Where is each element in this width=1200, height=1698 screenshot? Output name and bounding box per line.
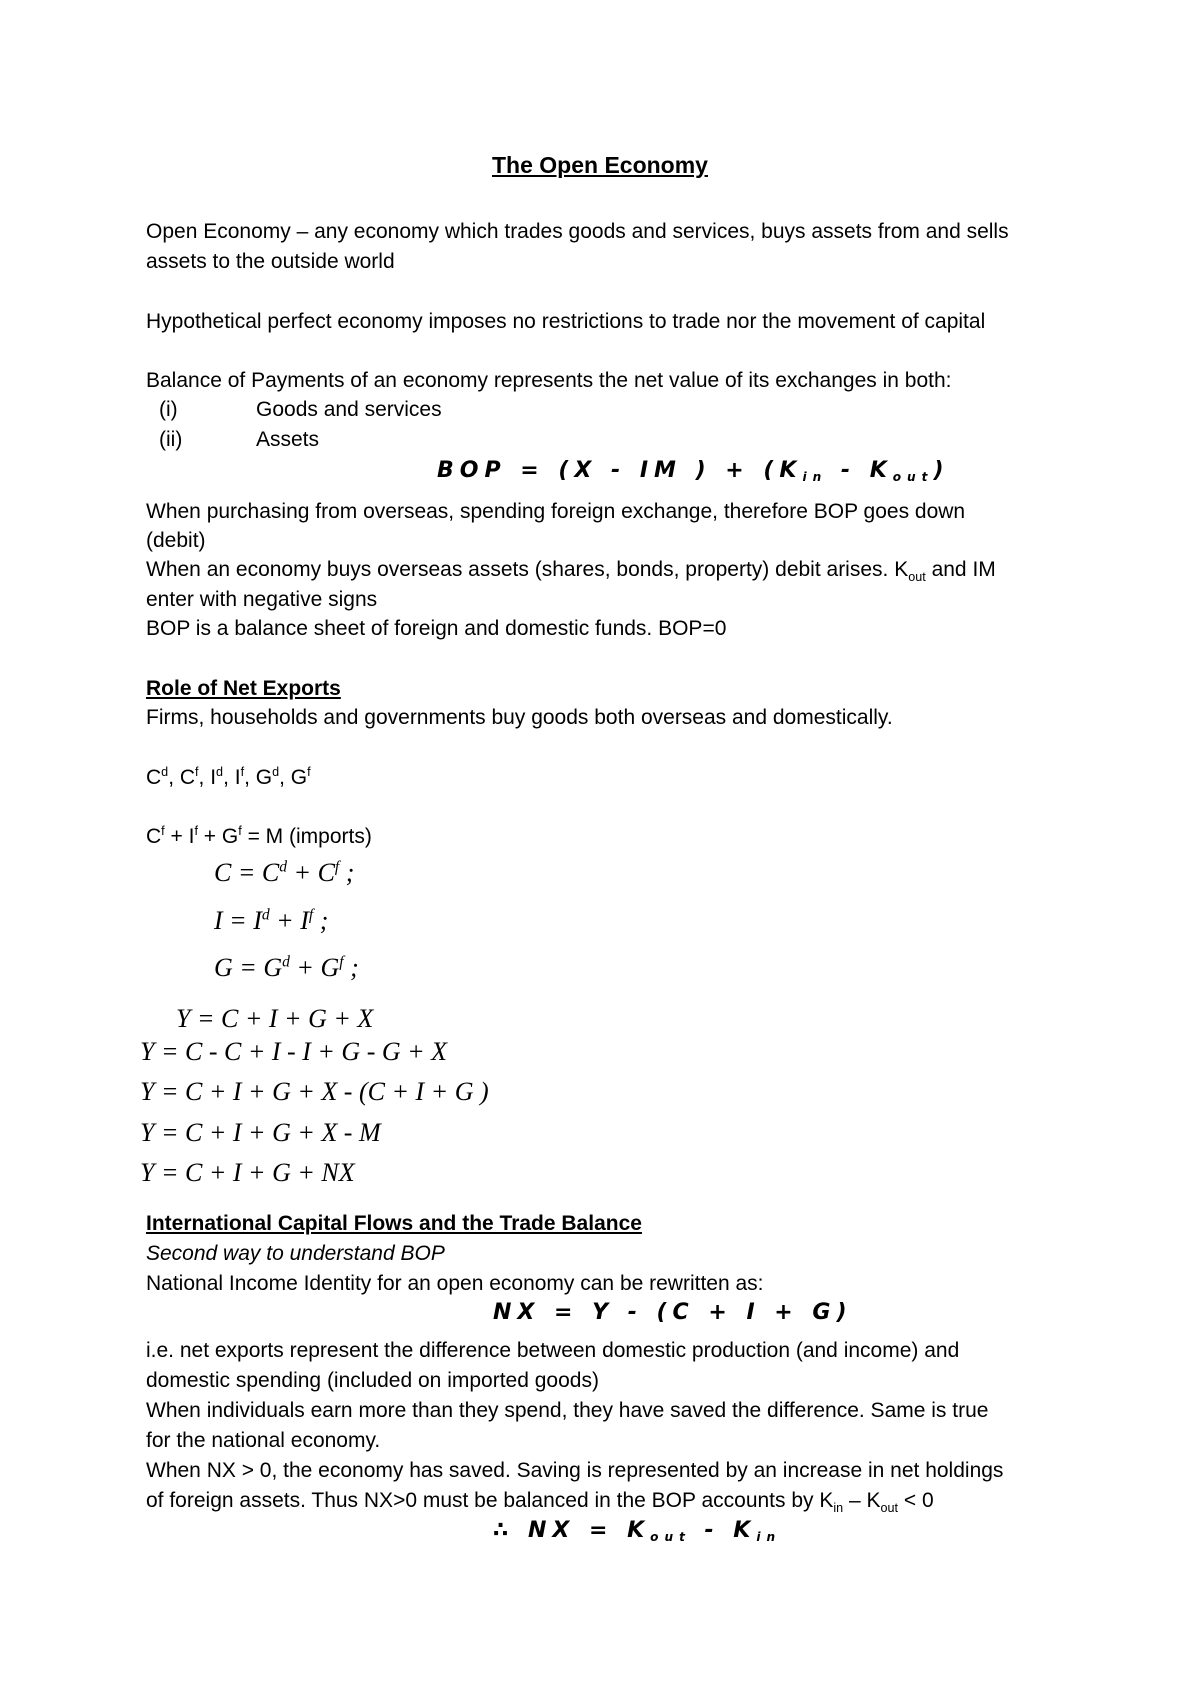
income-equation-imports: Y = C + I + G + X - M bbox=[140, 1118, 381, 1147]
spending-components-list: $C^d$, $C^f$, $I^d$, $I^f$, $G^d$, $G^f$ bbox=[146, 765, 311, 789]
consumption-equation: $C = C^d + C^f$ ; bbox=[214, 858, 355, 887]
bop-note-line-3: When an economy buys overseas assets (shares, bonds, property) debit arises. $K_{out}$ and IM bbox=[146, 558, 996, 585]
capital-flows-line-5: for the national economy. bbox=[146, 1429, 381, 1452]
capital-flows-line-1: National Income Identity for an open economy can be rewritten as: bbox=[146, 1272, 764, 1295]
list-item-1-text: Goods and services bbox=[256, 398, 442, 421]
list-item-1-number: (i) bbox=[159, 398, 178, 421]
capital-flows-line-2: i.e. net exports represent the difference between domestic production (and income) and bbox=[146, 1339, 960, 1362]
final-nx-equation: ∴ NX = Kout - Kin bbox=[493, 1518, 782, 1545]
capital-flows-line-6: When NX > 0, the economy has saved. Saving is represented by an increase in net holdings bbox=[146, 1459, 1004, 1482]
investment-equation: $I = I^d + I^f$ ; bbox=[214, 906, 329, 935]
bop-note-line-1: When purchasing from overseas, spending foreign exchange, therefore BOP goes down bbox=[146, 500, 966, 523]
bop-note-line-2: (debit) bbox=[146, 529, 206, 552]
list-item-2-number: (ii) bbox=[159, 428, 183, 451]
net-exports-text: Firms, households and governments buy goods both overseas and domestically. bbox=[146, 706, 893, 729]
capital-flows-line-7: of foreign assets. Thus NX>0 must be balanced in the BOP accounts by $K_{in} - K_{out} < 0$ bbox=[146, 1489, 934, 1516]
bop-equation: BOP = (X - IM ) + (Kin - Kout) bbox=[437, 458, 950, 485]
bop-definition-line: Balance of Payments of an economy represents the net value of its exchanges in both: bbox=[146, 369, 952, 392]
bop-note-line-5: BOP is a balance sheet of foreign and domestic funds. BOP=0 bbox=[146, 617, 727, 640]
net-exports-heading: Role of Net Exports bbox=[146, 677, 341, 700]
bop-note-line-4: enter with negative signs bbox=[146, 588, 378, 611]
list-item-2-text: Assets bbox=[256, 428, 320, 451]
open-economy-definition-line-2: assets to the outside world bbox=[146, 250, 395, 273]
capital-flows-heading: International Capital Flows and the Trade Balance bbox=[146, 1212, 642, 1235]
page-title: The Open Economy bbox=[492, 152, 708, 178]
income-equation-domestic: Y = C + I + G + X bbox=[176, 1004, 374, 1033]
nx-equation: NX = Y - (C + I + G) bbox=[493, 1300, 853, 1325]
income-equation-grouped: Y = C + I + G + X - (C + I + G ) bbox=[140, 1077, 489, 1106]
income-equation-net-exports: Y = C + I + G + NX bbox=[140, 1158, 355, 1187]
government-equation: $G = G^d + G^f$ ; bbox=[214, 953, 359, 982]
income-equation-expanded: Y = C - C + I - I + G - G + X bbox=[140, 1037, 448, 1066]
imports-sum: $C^f + I^f + G^f = M$ (imports) bbox=[146, 824, 372, 848]
open-economy-definition-line-1: Open Economy – any economy which trades goods and services, buys assets from and sells bbox=[146, 220, 1009, 243]
hypothetical-economy-line: Hypothetical perfect economy imposes no restrictions to trade nor the movement of capital bbox=[146, 310, 986, 333]
capital-flows-line-4: When individuals earn more than they spend, they have saved the difference. Same is true bbox=[146, 1399, 989, 1422]
capital-flows-line-3: domestic spending (included on imported goods) bbox=[146, 1369, 599, 1392]
capital-flows-subheading: Second way to understand BOP bbox=[146, 1242, 445, 1265]
